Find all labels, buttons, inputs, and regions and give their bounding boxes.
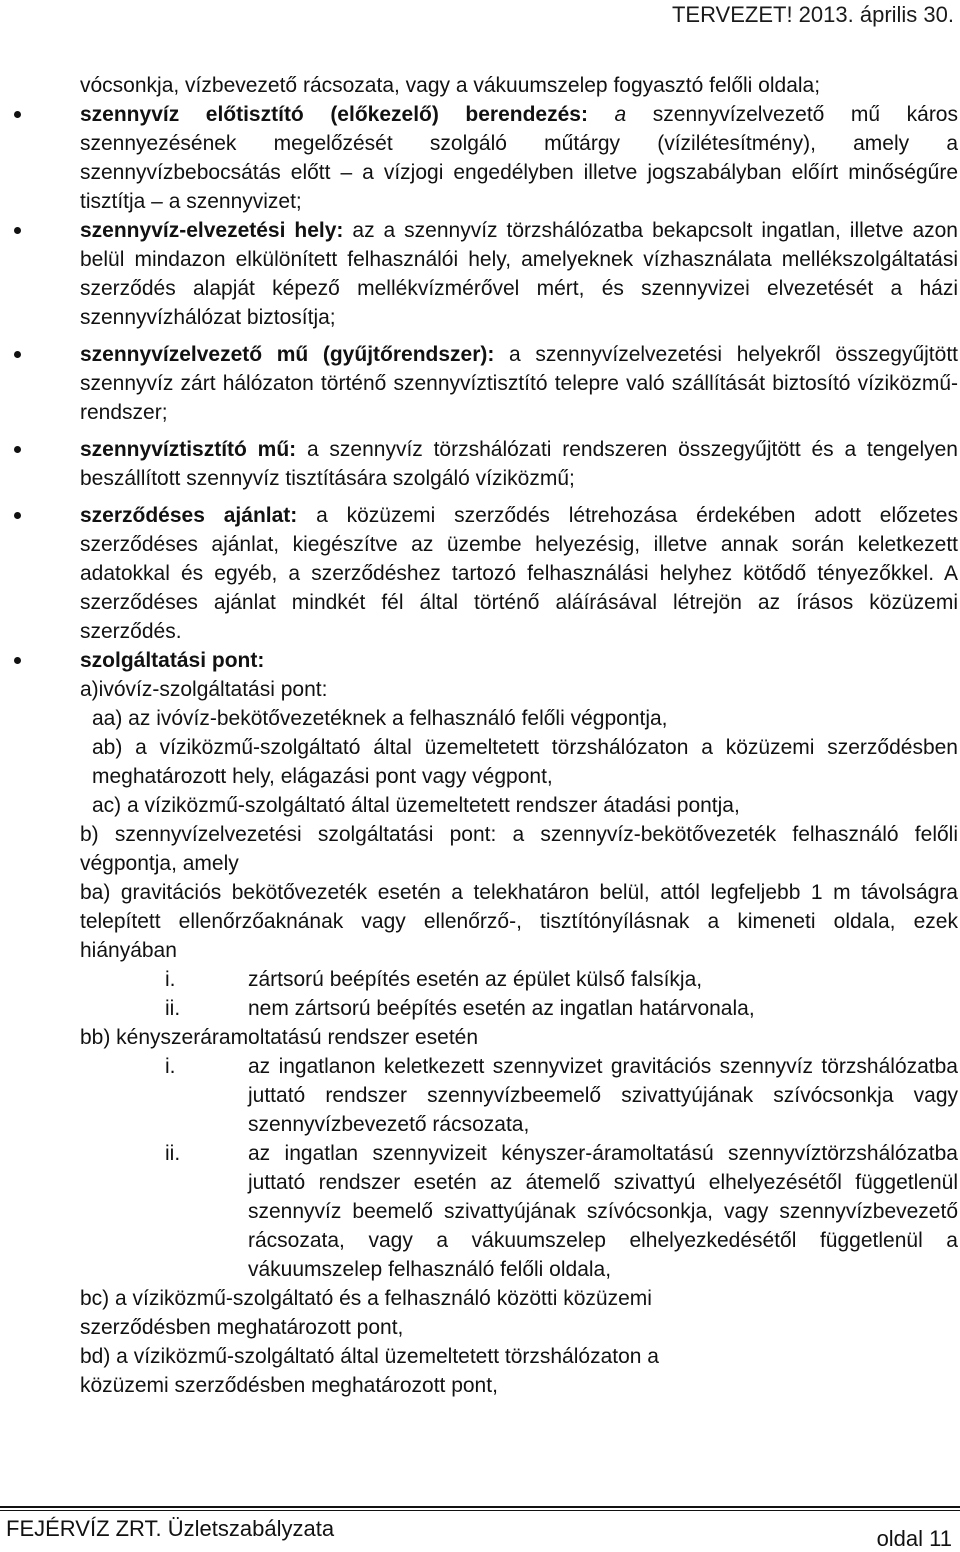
page-header-draft-date: TERVEZET! 2013. április 30. xyxy=(671,2,954,27)
roman-numeral: ii. xyxy=(165,997,181,1020)
definition-pretreatment xyxy=(0,100,958,216)
term-label: szennyvíztisztító mű: xyxy=(80,438,297,461)
footer-rule-thin xyxy=(0,1510,960,1511)
footer-company-title: FEJÉRVÍZ ZRT. Üzletszabályzata xyxy=(6,1516,335,1541)
item-text: az ingatlan szennyvizeit kényszer-áramoltatású szennyvíztörzshálózatba juttató rendszer esetén az átemelő szivattyú elhelyezésétől függetlenül szennyvíz beemelő szivattyújának szívócsonkja, vagy szennyvízbevezető rácsozata, vagy a vákuumszelep elhelyezkedésétől függetlenül a vákuumszelep felhasználó felőli oldala, xyxy=(248,1142,958,1281)
page-number: oldal 11 xyxy=(876,1526,952,1551)
service-point-ba: ba) gravitációs bekötővezeték esetén a telekhatáron belül, attól legfeljebb 1 m távolságra telepített ellenőrzőaknának vagy ellenőrző-, tisztítónyílásnak a kimeneti oldala, ezek hiányában xyxy=(80,881,958,962)
document-body xyxy=(0,71,958,1400)
item-text: nem zártsorú beépítés esetén az ingatlan határvonala, xyxy=(248,997,755,1020)
service-point-bd: bd) a víziközmű-szolgáltató által üzemeltetett törzshálózaton a közüzemi szerződésben meghatározott pont, xyxy=(80,1345,659,1397)
service-point-aa: aa) az ivóvíz-bekötővezetéknek a felhasználó felőli végpontja, xyxy=(92,707,668,730)
term-label: szennyvízelvezető mű (gyűjtőrendszer): xyxy=(80,343,495,366)
definition-service-point xyxy=(0,646,958,675)
definition-text: a szennyvíz törzshálózati rendszeren összegyűjtött és a tengelyen beszállított szennyvíz tisztítására szolgáló víziközmű; xyxy=(80,438,958,490)
term-label: szennyvíz-elvezetési hely: xyxy=(80,219,344,242)
definition-text: a szennyvízelvezetési helyekről összegyűjtött szennyvíz zárt hálózaton történő szennyvíztisztító telepre való szállítását biztosító víziközmű-rendszer; xyxy=(80,343,958,424)
service-point-b-heading: b) szennyvízelvezetési szolgáltatási pont: a szennyvíz-bekötővezeték felhasználó felőli végpontja, amely xyxy=(80,823,958,875)
continued-paragraph: vócsonkja, vízbevezető rácsozata, vagy a vákuumszelep fogyasztó felőli oldala; xyxy=(80,74,821,97)
definition-treatment-plant xyxy=(0,435,958,493)
term-label: szennyvíz előtisztító (előkezelő) berendezés: xyxy=(80,103,588,126)
definition-text: szennyvízelvezető mű káros szennyezésének megelőzését szolgáló műtárgy (vízilétesítmény), amely a szennyvízbebocsátás előtt – a vízjogi engedélyben illetve jogszabályban előírt minőségűre tisztítja – a szennyvizet; xyxy=(80,103,958,213)
definition-sewer-system xyxy=(0,340,958,427)
definition-text: a közüzemi szerződés létrehozása érdekében adott előzetes szerződéses ajánlat, kiegészítve az üzembe helyezésig, illetve annak során keletkezett adatokkal és egyéb, a szerződéshez tartozó felhasználási helyhez kötődő tényezőkkel. A szerződéses ajánlat mindkét fél által történő aláírásával létrejön az írásos közüzemi szerződés. xyxy=(80,504,958,643)
item-text: zártsorú beépítés esetén az épület külső falsíkja, xyxy=(248,968,703,991)
service-point-bc: bc) a víziközmű-szolgáltató és a felhasználó közötti közüzemi szerződésben meghatározott pont, xyxy=(80,1287,652,1339)
bb-item-ii xyxy=(0,1139,958,1284)
service-point-ac: ac) a víziközmű-szolgáltató által üzemeltetett rendszer átadási pontja, xyxy=(92,794,740,817)
service-point-a-heading: a)ivóvíz-szolgáltatási pont: xyxy=(80,678,328,701)
term-label: szolgáltatási pont: xyxy=(80,649,265,672)
roman-numeral: i. xyxy=(165,1055,176,1078)
definition-contract-offer xyxy=(0,501,958,646)
term-label: szerződéses ajánlat: xyxy=(80,504,298,527)
ba-item-i xyxy=(0,965,958,994)
definition-discharge-point xyxy=(0,216,958,332)
service-point-bb: bb) kényszeráramoltatású rendszer esetén xyxy=(80,1026,479,1049)
service-point-ab: ab) a víziközmű-szolgáltató által üzemeltetett törzshálózaton a közüzemi szerződésben meghatározott hely, elágazási pont vagy végpont, xyxy=(92,736,958,788)
definition-text: az a szennyvíz törzshálózatba bekapcsolt ingatlan, illetve azon belül mindazon elkülönített felhasználói hely, amelyeknek vízhasználata mellékszolgáltatási szerződés alapját képező mellékvízmérővel mért, és szennyvizei elvezetését a házi szennyvízhálózat biztosítja; xyxy=(80,219,958,329)
bb-item-i xyxy=(0,1052,958,1139)
roman-numeral: i. xyxy=(165,968,176,991)
term-article: a xyxy=(614,103,627,126)
item-text: az ingatlanon keletkezett szennyvizet gravitációs szennyvíz törzshálózatba juttató rendszer szennyvízbeemelő szivattyújának szívócsonkja vagy szennyvízbevezető rácsozata, xyxy=(248,1055,958,1136)
roman-numeral: ii. xyxy=(165,1142,181,1165)
footer-rule xyxy=(0,1506,960,1508)
ba-item-ii xyxy=(0,994,958,1023)
